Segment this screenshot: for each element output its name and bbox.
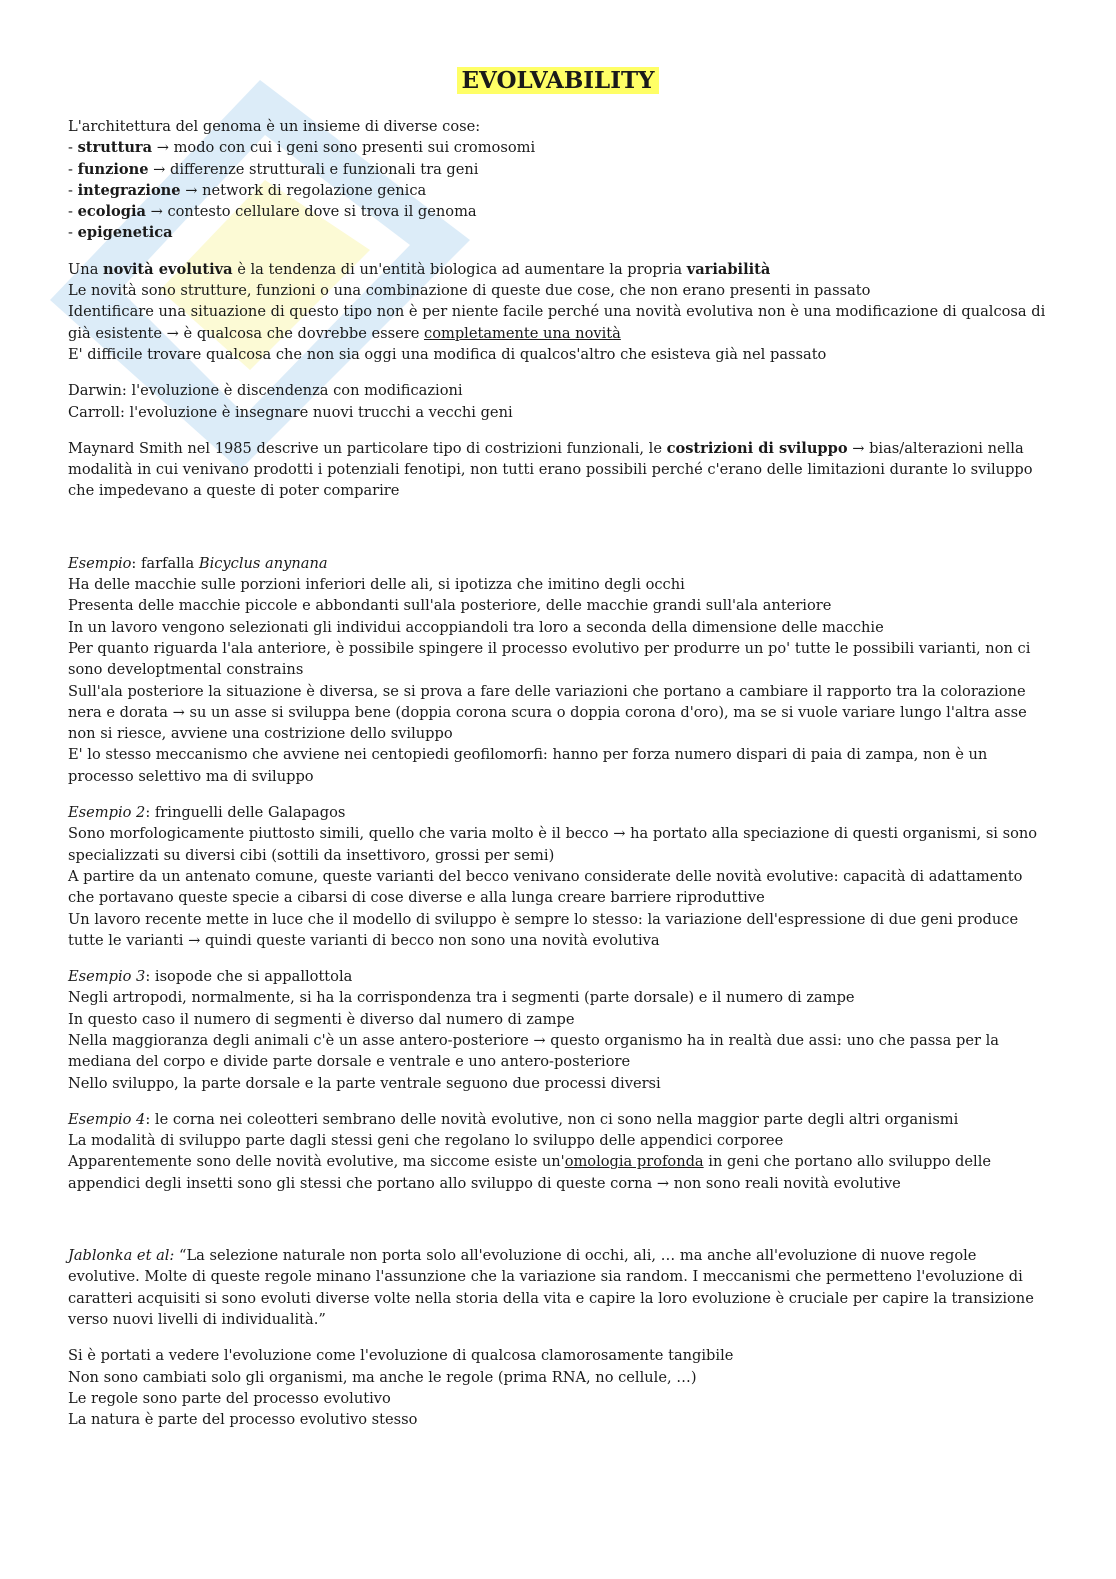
- example-heading: Esempio 3: isopode che si appallottola: [68, 968, 353, 986]
- example-line: La modalità di sviluppo parte dagli stessi geni che regolano lo sviluppo delle appendici corporee: [68, 1132, 784, 1150]
- novelty-paragraph: [68, 259, 1048, 365]
- list-item: - integrazione → network di regolazione genica: [68, 181, 427, 199]
- example-line: Nella maggioranza degli animali c'è un asse antero-posteriore → questo organismo ha in realtà due assi: uno che passa per la mediana del corpo e divide parte dorsale e ventrale e uno antero-posteriore: [68, 1031, 999, 1071]
- example-heading: Esempio 2: fringuelli delle Galapagos: [68, 804, 346, 822]
- closing-paragraph: [68, 1345, 1048, 1430]
- example-line: Negli artropodi, normalmente, si ha la corrispondenza tra i segmenti (parte dorsale) e il numero di zampe: [68, 989, 855, 1007]
- example-line: Sull'ala posteriore la situazione è diversa, se si prova a fare delle variazioni che portano a cambiare il rapporto tra la colorazione nera e dorata → su un asse si sviluppa bene (doppia corona scura o doppia corona d'oro), ma se si vuole variare lungo l'altra asse non si riesce, avviene una costrizione dello sviluppo: [68, 682, 1027, 743]
- closing-line: Si è portati a vedere l'evoluzione come l'evoluzione di qualcosa clamorosamente tangibile: [68, 1347, 734, 1365]
- genome-architecture-list: [68, 116, 1048, 244]
- spacer: [68, 517, 1048, 553]
- example-line: Apparentemente sono delle novità evolutive, ma siccome esiste un'omologia profonda in geni che portano allo sviluppo delle appendici degli insetti sono gli stessi che portano allo sviluppo di queste corna → non sono reali novità evolutive: [68, 1153, 991, 1192]
- example-heading: Esempio: farfalla Bicyclus anynana: [68, 554, 328, 572]
- closing-line: Le regole sono parte del processo evolutivo: [68, 1389, 391, 1407]
- jablonka-quote: Jablonka et al: “La selezione naturale non porta solo all'evoluzione di occhi, ali, … ma anche all'evoluzione di nuove regole evolutive. Molte di queste regole minano l'assunzione che la variazione sia random. I meccanismi che permetteno l'evoluzione di caratteri acquisiti si sono evoluti diverse volte nella storia della vita e capire la loro evoluzione è cruciale per capire la transizione verso nuovi livelli di individualità.”: [68, 1247, 1034, 1328]
- example-line: Presenta delle macchie piccole e abbondanti sull'ala posteriore, delle macchie grandi sull'ala anteriore: [68, 597, 832, 615]
- quotes-paragraph: [68, 380, 1048, 423]
- novelty-definition: Una novità evolutiva è la tendenza di un'entità biologica ad aumentare la propria variabilità: [68, 260, 771, 278]
- spacer: [68, 1209, 1048, 1245]
- novelty-line: Identificare una situazione di questo tipo non è per niente facile perché una novità evolutiva non è una modificazione di qualcosa di già esistente → è qualcosa che dovrebbe essere completamente una novità: [68, 303, 1046, 342]
- darwin-quote: Darwin: l'evoluzione è discendenza con modificazioni: [68, 382, 463, 400]
- novelty-line: Le novità sono strutture, funzioni o una combinazione di queste due cose, che non erano presenti in passato: [68, 282, 871, 300]
- document-page: [68, 64, 1048, 1445]
- closing-line: Non sono cambiati solo gli organismi, ma anche le regole (prima RNA, no cellule, …): [68, 1368, 697, 1386]
- closing-line: La natura è parte del processo evolutivo stesso: [68, 1411, 418, 1429]
- example-line: In questo caso il numero di segmenti è diverso dal numero di zampe: [68, 1010, 575, 1028]
- example-2: [68, 802, 1048, 951]
- maynard-smith-paragraph: Maynard Smith nel 1985 descrive un particolare tipo di costrizioni funzionali, le costrizioni di sviluppo → bias/alterazioni nella modalità in cui venivano prodotti i potenziali fenotipi, non tutti erano possibili perché c'erano delle limitazioni durante lo sviluppo che impedevano a queste di poter comparire: [68, 439, 1033, 500]
- example-line: Nello sviluppo, la parte dorsale e la parte ventrale seguono due processi diversi: [68, 1074, 661, 1092]
- example-line: Un lavoro recente mette in luce che il modello di sviluppo è sempre lo stesso: la variazione dell'espressione di due geni produce tutte le varianti → quindi queste varianti di becco non sono una novità evolutiva: [68, 910, 1019, 949]
- example-line: Ha delle macchie sulle porzioni inferiori delle ali, si ipotizza che imitino degli occhi: [68, 576, 685, 594]
- list-item: - funzione → differenze strutturali e funzionali tra geni: [68, 160, 479, 178]
- example-line: Per quanto riguarda l'ala anteriore, è possibile spingere il processo evolutivo per produrre un po' tutte le possibili varianti, non ci sono developtmental constrains: [68, 639, 1031, 679]
- intro-lead: L'architettura del genoma è un insieme di diverse cose:: [68, 118, 481, 135]
- list-item: - struttura → modo con cui i geni sono presenti sui cromosomi: [68, 139, 536, 157]
- example-3: [68, 966, 1048, 1094]
- example-heading: Esempio 4: le corna nei coleotteri sembrano delle novità evolutive, non ci sono nella maggior parte degli altri organismi: [68, 1110, 959, 1128]
- page-title: EVOLVABILITY: [68, 64, 1048, 98]
- example-line: In un lavoro vengono selezionati gli individui accoppiandoli tra loro a seconda della dimensione delle macchie: [68, 618, 884, 636]
- example-line: Sono morfologicamente piuttosto simili, quello che varia molto è il becco → ha portato alla speciazione di questi organismi, si sono specializzati su diversi cibi (sottili da insettivoro, grossi per semi): [68, 825, 1038, 864]
- novelty-line: E' difficile trovare qualcosa che non sia oggi una modifica di qualcos'altro che esisteva già nel passato: [68, 345, 827, 363]
- example-line: E' lo stesso meccanismo che avviene nei centopiedi geofilomorfi: hanno per forza numero dispari di paia di zampa, non è un processo selettivo ma di sviluppo: [68, 746, 988, 785]
- list-item: - ecologia → contesto cellulare dove si trova il genoma: [68, 203, 477, 221]
- list-item: - epigenetica: [68, 224, 173, 242]
- example-1: [68, 553, 1048, 787]
- carroll-quote: Carroll: l'evoluzione è insegnare nuovi trucchi a vecchi geni: [68, 403, 513, 421]
- example-4: [68, 1109, 1048, 1194]
- example-line: A partire da un antenato comune, queste varianti del becco venivano considerate delle novità evolutive: capacità di adattamento che portavano queste specie a cibarsi di cose diverse e alla lunga creare barriere riproduttive: [68, 867, 1023, 907]
